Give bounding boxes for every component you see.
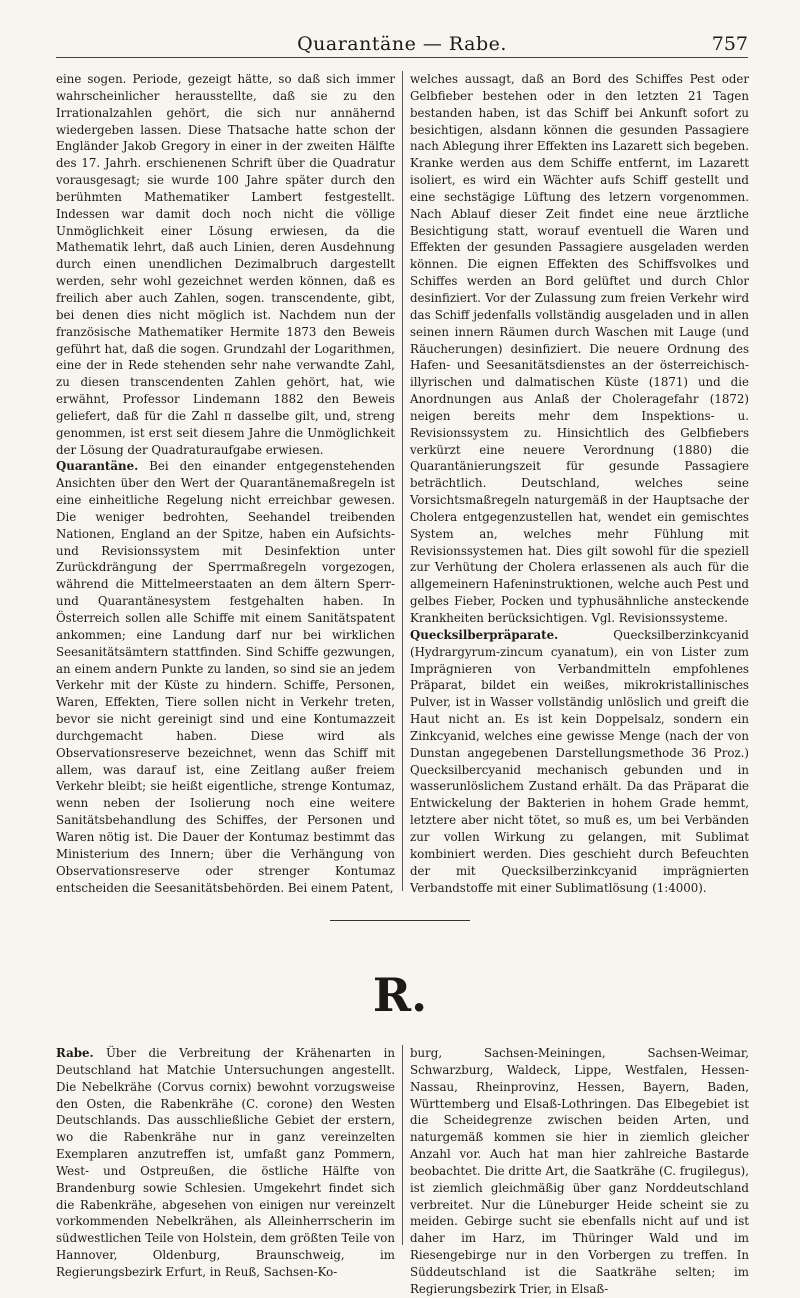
column-divider (402, 1045, 403, 1245)
entry-quecksilberpraeparate (410, 627, 749, 897)
left-column (56, 71, 395, 895)
section-divider-line (330, 920, 470, 921)
entry-headword: Quecksilberpräparate. (410, 627, 559, 642)
upper-text-block (56, 71, 749, 895)
right-column (410, 1045, 749, 1296)
paragraph-quarantaene-continuation: welches aussagt, daß an Bord des Schiffes Pest oder Gelbfieber bestehen oder in den letzten 21 Tagen bestanden haben, ist das Schiff bei Ankunft sofort zu besichtigen, alsdann können die gesunden Passagiere nach Ablegung ihrer Effekten ins Lazarett sich begeben. Kranke werden aus dem Schiffe entfernt, im Lazarett isoliert, es wird ein Wächter aufs Schiff gestellt und eine sechstägige Lüftung des letzern vorgenommen. Nach Ablauf dieser Zeit findet eine neue ärztliche Besichtigung statt, worauf eventuell die Waren und Effekten der gesunden Passagiere ausgeladen werden können. Die eignen Effekten des Schiffsvolkes und Schiffes werden an Bord gelüftet und durch Chlor desinfiziert. Vor der Zulassung zum freien Verkehr wird das Schiff jedenfalls vollständig ausgeladen und in allen seinen innern Räumen durch Waschen mit Lauge (und Räucherungen) desinfiziert. Die neuere Ordnung des Hafen- und Seesanitätsdienstes an der österreichisch-illyrischen und dalmatischen Küste (1871) und die Anordnungen aus Anlaß der Choleragefahr (1872) neigen bereits mehr dem Inspektions- u. Revisionssystem zu. Hinsichtlich des Gelbfiebers verkürzt eine neuere Verordnung (1880) die Quarantänierungszeit für gesunde Passagiere beträchtlich. Deutschland, welches seine Vorsichtsmaßregeln naturgemäß in der Hauptsache der Cholera entgegenzustellen hat, wendet ein gemischtes System an, welches mehr Fühlung mit Revisionssystemen hat. Dies gilt sowohl für die speziell zur Verhütung der Cholera erlassenen als auch für die allgemeinern Hafeninstruktionen, welche auch Pest und gelbes Fieber, Pocken und typhusähnliche ansteckende Krankheiten berücksichtigen. Vgl. Revisionssysteme. (410, 72, 749, 625)
lower-text-block (56, 1045, 749, 1296)
entry-quarantaene (56, 458, 395, 896)
entry-body: Bei den einander entgegenstehenden Ansichten über den Wert der Quarantänemaßregeln ist eine einheitliche Regelung nicht erreichbar gewesen. Die weniger bedrohten, Seehandel treibenden Nationen, England an der Spitze, haben ein Aufsichts- und Revisionssystem mit Desinfektion unter Zurückdrängung der Sperrmaßregeln vorgezogen, während die Mittelmeerstaaten an dem ältern Sperr- und Quarantänesystem festgehalten haben. In Österreich sollen alle Schiffe mit einem Sanitätspatent ankommen; eine Landung darf nur bei wirklichen Seesanitätsämtern stattfinden. Sind Schiffe gezwungen, an einem andern Punkte zu landen, so sind sie an jedem Verkehr mit der Küste zu hindern. Schiffe, Personen, Waren, Effekten, Tiere sollen nicht in Verkehr treten, bevor sie nicht gereinigt sind und eine Kontumazzeit durchgemacht haben. Diese wird als Observationsreserve bezeichnet, wenn das Schiff mit allem, was darauf ist, eine Zeitlang außer freiem Verkehr bleibt; sie heißt eigentliche, strenge Kontumaz, wenn neben der Isolierung noch eine weitere Sanitätsbehandlung des Schiffes, der Personen und Waren nötig ist. Die Dauer der Kontumaz bestimmt das Ministerium des Innern; über die Verhängung von Observationsreserve oder strenger Kontumaz entscheiden die Seesanitätsbehörden. Bei einem Patent, (56, 459, 395, 895)
entry-body: Über die Verbreitung der Krähenarten in Deutschland hat Matchie Untersuchungen angestellt. Die Nebelkrähe (Corvus cornix) bewohnt vorzugsweise den Osten, die Rabenkrähe (C. corone) den Westen Deutschlands. Das ausschließliche Gebiet der erstern, wo die Rabenkrähe nur in ganz vereinzelten Exemplaren anzutreffen ist, umfaßt ganz Pommern, West- und Ostpreußen, die östliche Hälfte von Brandenburg sowie Schlesien. Umgekehrt findet sich die Rabenkrähe, abgesehen von einigen nur vereinzelt vorkommenden Nebelkrähen, als Alleinherrscherin im südwestlichen Teile von Holstein, dem größten Teile von Hannover, Oldenburg, Braunschweig, im Regierungsbezirk Erfurt, in Reuß, Sachsen-Ko- (56, 1046, 395, 1279)
running-head: Quarantäne — Rabe. (297, 33, 507, 55)
left-column (56, 1045, 395, 1279)
entry-headword: Rabe. (56, 1046, 94, 1060)
entry-headword: Quarantäne. (56, 459, 139, 474)
entry-rabe (56, 1045, 395, 1281)
entry-body: Quecksilberzinkcyanid (Hydrargyrum-zincum cyanatum), ein von Lister zum Imprägnieren von Verbandmitteln empfohlenes Präparat, bildet ein weißes, mikrokristallinisches Pulver, ist in Wasser vollständig unlöslich und greift die Haut nicht an. Es ist kein Doppelsalz, sondern ein Zinkcyanid, welches eine gewisse Menge (nach der von Dunstan angegebenen Darstellungsmethode 36 Proz.) Quecksilbercyanid mechanisch gebunden und in wasserunlöslichem Zustand erhält. Da das Präparat die Entwickelung der Bakterien in hohem Grade hemmt, letztere aber nicht tötet, so muß es, um bei Verbänden zur vollen Wirkung zu gelangen, mit Sublimat kombiniert werden. Dies geschieht durch Befeuchten der mit Quecksilberzinkcyanid imprägnierten Verbandstoffe mit einer Sublimatlösung (1:4000). (410, 627, 749, 895)
column-divider (402, 71, 403, 891)
paragraph-rabe-continuation: burg, Sachsen-Meiningen, Sachsen-Weimar, Schwarzburg, Waldeck, Lippe, Westfalen, Hessen-Nassau, Rheinprovinz, Hessen, Bayern, Baden, Württemberg und Elsaß-Lothringen. Das Elbegebiet ist die Scheidegrenze zwischen beiden Arten, und naturgemäß kommen sie hier in ziemlich gleicher Anzahl vor. Auch hat man hier zahlreiche Bastarde beobachtet. Die dritte Art, die Saatkrähe (C. frugilegus), ist ziemlich gleichmäßig über ganz Norddeutschland verbreitet. Nur die Lüneburger Heide scheint sie zu meiden. Gebirge sucht sie ebenfalls nicht auf und ist daher im Harz, im Thüringer Wald und im Riesengebirge nur in den Vorbergen zu treffen. In Süddeutschland ist die Saatkrähe selten; im Regierungsbezirk Trier, in Elsaß- (410, 1046, 749, 1296)
section-letter-heading: R. (372, 968, 428, 1022)
page-number: 757 (711, 33, 748, 55)
right-column (410, 71, 749, 895)
page-header (56, 33, 748, 58)
paragraph-quadratur-continuation: eine sogen. Periode, gezeigt hätte, so daß sich immer wahrscheinlicher herausstellte, daß sie zu den Irrationalzahlen gehört, die sich nur annähernd wiedergeben lassen. Diese Thatsache hatte schon der Engländer Jakob Gregory in einer in der zweiten Hälfte des 17. Jahrh. erschienenen Schrift über die Quadratur vorausgesagt; sie wurde 100 Jahre später durch den berühmten Mathematiker Lambert festgestellt. Indessen war damit doch noch nicht die völlige Unmöglichkeit einer Lösung erwiesen, da die Mathematik lehrt, daß auch Linien, deren Ausdehnung durch einen unendlichen Dezimalbruch dargestellt werden, sehr wohl gezeichnet werden können, daß es freilich aber auch Zahlen, sogen. transcendente, gibt, bei denen dies nicht möglich ist. Nachdem nun der französische Mathematiker Hermite 1873 den Beweis geführt hat, daß die sogen. Grundzahl der Logarithmen, eine der in Rede stehenden sehr nahe verwandte Zahl, zu diesen transcendenten Zahlen gehört, hat, wie erwähnt, Professor Lindemann 1882 den Beweis geliefert, daß für die Zahl π dasselbe gilt, und, streng genommen, ist erst seit diesem Jahre die Unmöglichkeit der Lösung der Quadraturaufgabe erwiesen. (56, 72, 395, 457)
